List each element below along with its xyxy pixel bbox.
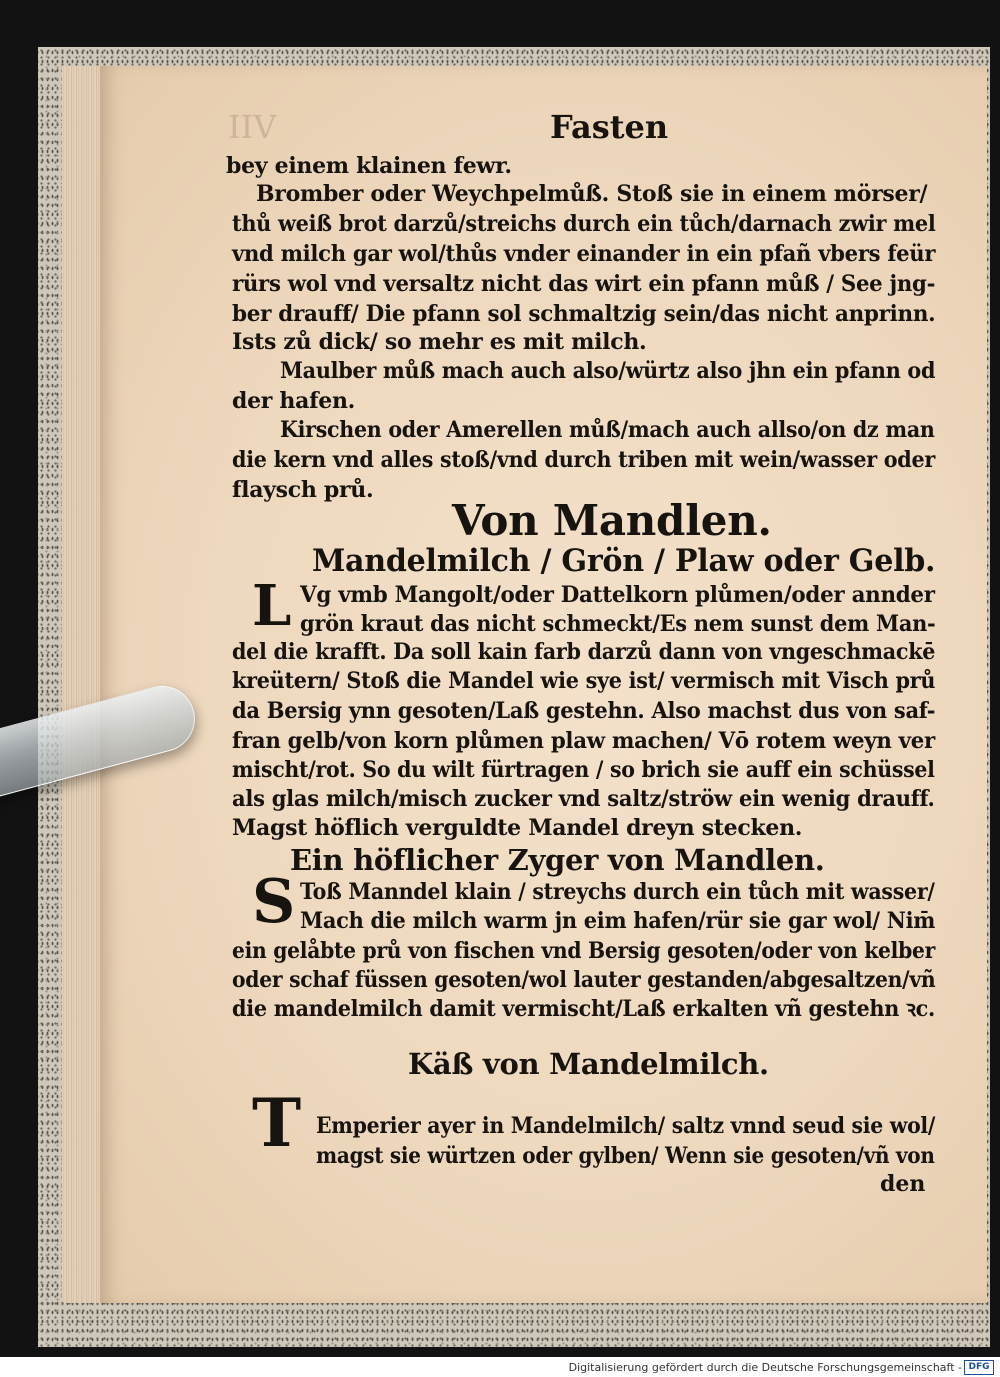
text-line: Toß Manndel klain / streychs durch ein tůch mit wasser/ (300, 879, 935, 905)
text-line: Mach die milch warm jn eim hafen/rür sie gar wol/ Nim̄ (300, 908, 936, 934)
text-line: del die krafft. Da soll kain farb darzů dann von vngeschmackē (232, 639, 936, 665)
text-line: Bromber oder Weychpelmůß. Stoß sie in einem mörser/ (256, 181, 928, 207)
section-heading: Von Mandlen. (452, 496, 772, 545)
text-line: mischt/rot. So du wilt fürtragen / so brich sie auff ein schüssel (232, 757, 935, 783)
subheading: Ein höflicher Zyger von Mandlen. (290, 843, 825, 877)
dfg-logo: DFG (964, 1360, 994, 1375)
text-line: fran gelb/von korn plůmen plaw machen/ Vō rotem weyn ver (232, 728, 935, 754)
text-line: der hafen. (232, 388, 355, 414)
subheading: Käß von Mandelmilch. (408, 1047, 769, 1081)
text-line: Maulber můß mach auch also/würtz also jhn ein pfann od (280, 358, 936, 384)
text-line: bey einem klainen fewr. (226, 153, 512, 179)
text-line: kreütern/ Stoß die Mandel wie sye ist/ vermisch mit Visch prů (232, 668, 936, 694)
text-line: die kern vnd alles stoß/vnd durch triben mit wein/wasser oder (232, 447, 936, 473)
text-line: ein gelåbte prů von fischen vnd Bersig gesoten/oder von kelber (232, 938, 936, 964)
text-line: flaysch prů. (232, 477, 374, 503)
text-line: Emperier ayer in Mandelmilch/ saltz vnnd seud sie wol/ (316, 1113, 936, 1139)
running-head: Fasten (550, 108, 669, 146)
drop-initial: T (252, 1084, 302, 1162)
text-line: da Bersig ynn gesoten/Laß gestehn. Also machst dus von saf- (232, 698, 936, 724)
text-line: vnd milch gar wol/thůs vnder einander in ein pfañ vbers feür (232, 241, 936, 267)
text-line: ber drauff/ Die pfann sol schmaltzig sein/das nicht anprinn. (232, 301, 936, 327)
text-line: thů weiß brot darzů/streichs durch ein tůch/darnach zwir mel (232, 211, 936, 237)
text-line: Ists zů dick/ so mehr es mit milch. (232, 329, 647, 355)
catchword: den (880, 1171, 926, 1197)
text-line: rürs wol vnd versaltz nicht das wirt ein pfann můß / See jng- (232, 271, 936, 297)
drop-initial: S (252, 867, 296, 937)
text-line: Vg vmb Mangolt/oder Dattelkorn plůmen/oder annder (300, 582, 935, 608)
subheading: Mandelmilch / Grön / Plaw oder Gelb. (312, 543, 936, 579)
text-line: Kirschen oder Amerellen můß/mach auch allso/on dz man (280, 417, 935, 443)
footer-credit: Digitalisierung gefördert durch die Deutsche Forschungsgemeinschaft - (568, 1361, 962, 1374)
text-line: die mandelmilch damit vermischt/Laß erkalten vñ gestehn ꝛc. (232, 996, 935, 1022)
text-line: als glas milch/misch zucker vnd saltz/ströw ein wenig drauff. (232, 786, 935, 812)
drop-initial: L (252, 573, 292, 639)
text-line: Magst höflich verguldte Mandel dreyn stecken. (232, 815, 803, 841)
text-line: magst sie würtzen oder gylben/ Wenn sie gesoten/vñ von (316, 1143, 935, 1169)
show-through-mark: IIV (228, 108, 277, 146)
text-line: oder schaf füssen gesoten/wol lauter gestanden/abgesaltzen/vñ (232, 967, 936, 993)
text-line: grön kraut das nicht schmeckt/Es nem sunst dem Man- (300, 611, 936, 637)
